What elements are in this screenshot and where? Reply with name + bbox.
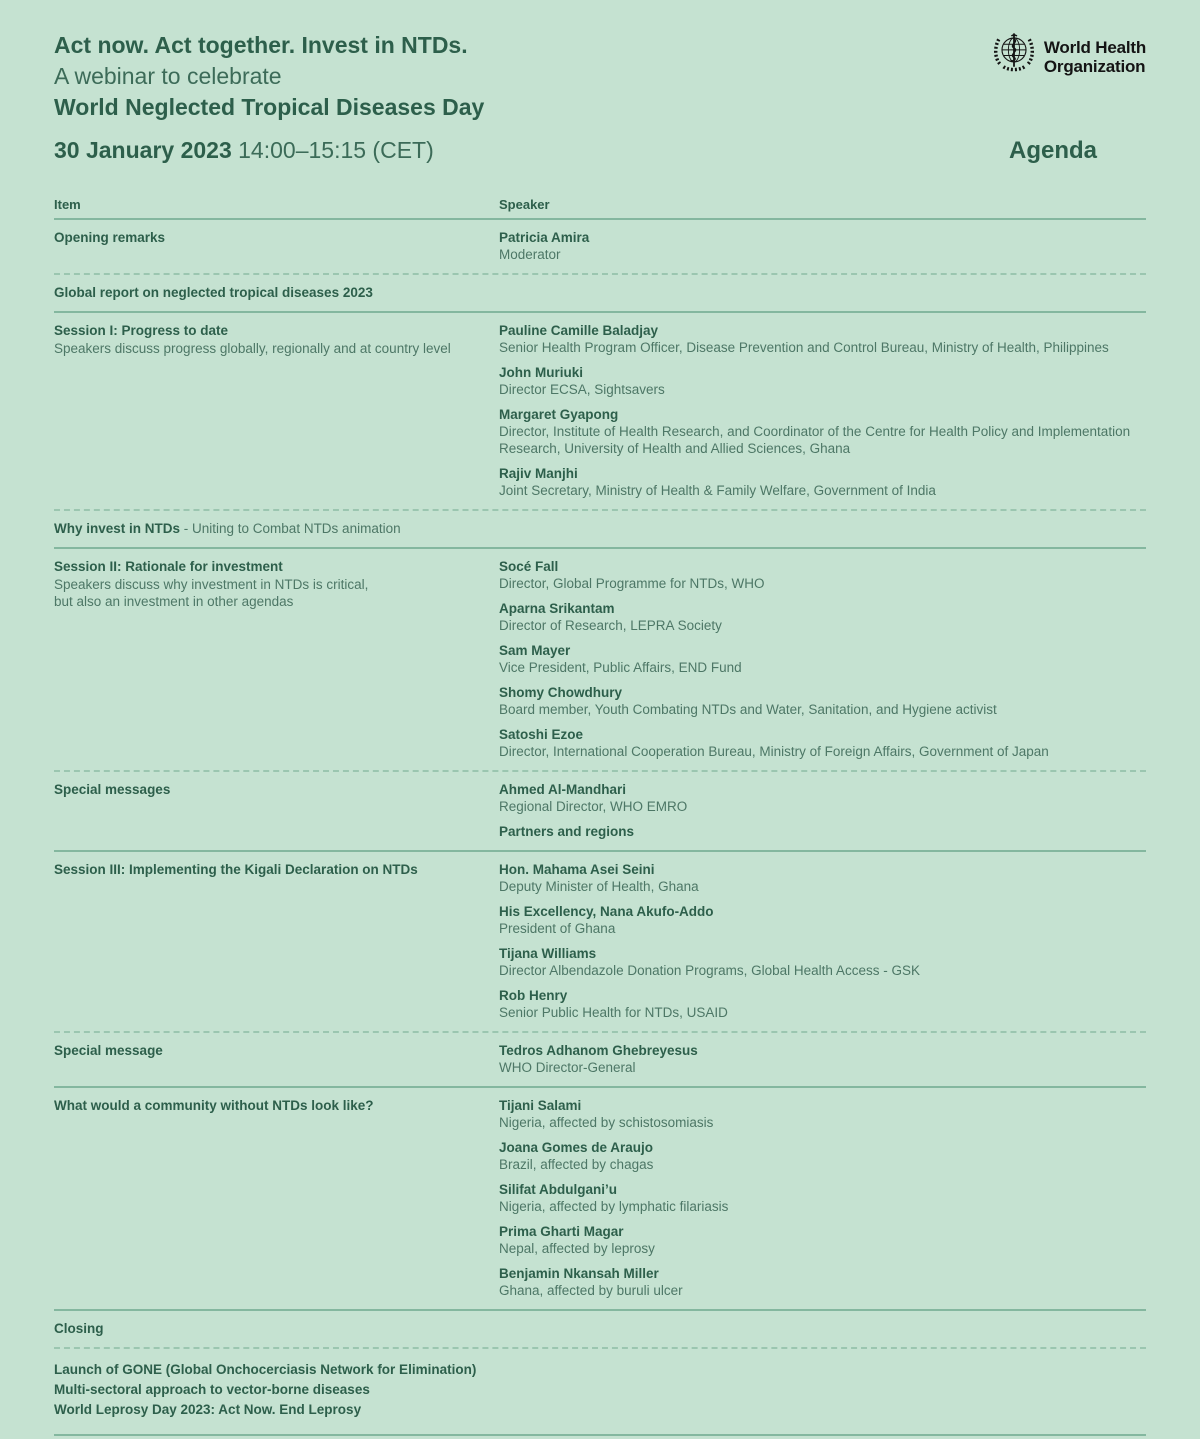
who-logo-line1: World Health [1043, 37, 1146, 57]
speaker-name: Rob Henry [499, 988, 568, 1003]
speaker-role: Director, Global Programme for NTDs, WHO [499, 576, 765, 591]
agenda-heading: Agenda [1008, 137, 1097, 164]
speaker-entry [499, 1265, 1146, 1299]
speaker-entry [499, 364, 1146, 398]
speaker-entry [499, 1223, 1146, 1257]
agenda-row-global-report [54, 273, 1146, 311]
speaker-entry [499, 726, 1146, 760]
agenda-row-closing [54, 1309, 1146, 1347]
speaker-entry [499, 322, 1146, 356]
item-title: Session I: Progress to date [54, 323, 229, 338]
item-title: Opening remarks [54, 230, 166, 245]
speaker-name: Aparna Srikantam [499, 601, 615, 616]
column-header-speaker: Speaker [499, 197, 550, 212]
date-row [54, 135, 1146, 166]
event-date [54, 135, 434, 166]
item-title: Closing [54, 1321, 104, 1336]
launch-item: World Leprosy Day 2023: Act Now. End Leprosy [54, 1402, 362, 1417]
speaker-entry [499, 823, 1146, 840]
speaker-name: Silifat Abdulgani’u [499, 1182, 617, 1197]
who-logo-text [1044, 38, 1146, 76]
speaker-role: Nigeria, affected by schistosomiasis [499, 1115, 714, 1130]
agenda-row-session-3 [54, 850, 1146, 1031]
agenda-row-session-1 [54, 311, 1146, 509]
speaker-entry [499, 229, 1146, 263]
speaker-entry [499, 600, 1146, 634]
speaker-role: Vice President, Public Affairs, END Fund [499, 660, 742, 675]
agenda-row-special-message [54, 1031, 1146, 1086]
event-title-block [54, 30, 1146, 123]
launch-item: Launch of GONE (Global Onchocerciasis Network for Elimination) [54, 1362, 477, 1377]
speaker-name: Sam Mayer [499, 643, 571, 658]
speaker-entry [499, 684, 1146, 718]
speaker-name: His Excellency, Nana Akufo-Addo [499, 904, 714, 919]
speaker-role: Director, Institute of Health Research, and Coordinator of the Centre for Health Policy and Implementation Research, University of Health and Allied Sciences, Ghana [499, 424, 1131, 456]
speaker-name: Benjamin Nkansah Miller [499, 1266, 659, 1281]
speaker-entry [499, 861, 1146, 895]
speaker-entry [499, 406, 1146, 457]
who-logo-line2: Organization [1043, 56, 1146, 76]
speaker-entry [499, 945, 1146, 979]
event-title-line2: A webinar to celebrate [54, 63, 282, 89]
speaker-role: Director of Research, LEPRA Society [499, 618, 722, 633]
item-title-suffix: - Uniting to Combat NTDs animation [180, 521, 401, 536]
item-title: Session II: Rationale for investment [54, 559, 283, 574]
item-description-line: but also an investment in other agendas [54, 594, 294, 609]
speaker-entry [499, 1181, 1146, 1215]
speaker-entry [499, 1042, 1146, 1076]
speaker-name: Prima Gharti Magar [499, 1224, 624, 1239]
speaker-entry [499, 1139, 1146, 1173]
item-description: Speakers discuss progress globally, regionally and at country level [54, 341, 451, 356]
speaker-entry [499, 1097, 1146, 1131]
who-logo [990, 30, 1146, 83]
speaker-role: President of Ghana [499, 921, 616, 936]
event-date-bold: 30 January 2023 [54, 137, 232, 163]
agenda-row-community [54, 1086, 1146, 1309]
speaker-role: Brazil, affected by chagas [499, 1157, 654, 1172]
launch-item: Multi-sectoral approach to vector-borne diseases [54, 1382, 370, 1397]
agenda-row-session-2 [54, 547, 1146, 770]
agenda-row-opening-remarks [54, 220, 1146, 273]
event-date-time: 14:00–15:15 (CET) [231, 137, 434, 163]
speaker-name: Hon. Mahama Asei Seini [499, 862, 655, 877]
who-emblem-icon [990, 30, 1038, 83]
speaker-entry [499, 987, 1146, 1021]
item-title: Global report on neglected tropical diseases 2023 [54, 285, 373, 300]
speaker-name: Pauline Camille Baladjay [499, 323, 659, 338]
agenda-row-launches [54, 1347, 1146, 1434]
speaker-role: Moderator [499, 247, 561, 262]
item-title: Special messages [54, 782, 171, 797]
speaker-entry [499, 558, 1146, 592]
speaker-role: Deputy Minister of Health, Ghana [499, 879, 699, 894]
speaker-role: Director, International Cooperation Bureau, Ministry of Foreign Affairs, Government of Japan [499, 744, 1049, 759]
item-title: Special message [54, 1043, 163, 1058]
speaker-name: Joana Gomes de Araujo [499, 1140, 654, 1155]
speaker-entry [499, 642, 1146, 676]
agenda-row-special-messages [54, 770, 1146, 850]
speaker-role: Senior Public Health for NTDs, USAID [499, 1005, 728, 1020]
item-title: What would a community without NTDs look like? [54, 1098, 374, 1113]
item-title: Session III: Implementing the Kigali Declaration on NTDs [54, 862, 418, 877]
speaker-role: Director ECSA, Sightsavers [499, 382, 665, 397]
speaker-name: John Muriuki [499, 365, 583, 380]
speaker-role: Joint Secretary, Ministry of Health & Family Welfare, Government of India [499, 483, 936, 498]
speaker-entry [499, 465, 1146, 499]
speaker-name: Patricia Amira [499, 230, 590, 245]
agenda-row-why-invest [54, 509, 1146, 547]
speaker-role: Director Albendazole Donation Programs, Global Health Access - GSK [499, 963, 920, 978]
speaker-name: Tedros Adhanom Ghebreyesus [499, 1043, 698, 1058]
event-title-line1: Act now. Act together. Invest in NTDs. [54, 32, 468, 58]
speaker-role: Regional Director, WHO EMRO [499, 799, 688, 814]
speaker-name: Rajiv Manjhi [499, 466, 578, 481]
speaker-role: Nepal, affected by leprosy [499, 1241, 655, 1256]
item-title-bold: Why invest in NTDs [54, 521, 181, 536]
speaker-entry [499, 903, 1146, 937]
speaker-entry [499, 781, 1146, 815]
speaker-name: Partners and regions [499, 824, 635, 839]
speaker-role: WHO Director-General [499, 1060, 636, 1075]
agenda-table [54, 197, 1146, 1436]
speaker-name: Tijana Williams [499, 946, 597, 961]
speaker-role: Board member, Youth Combating NTDs and Water, Sanitation, and Hygiene activist [499, 702, 997, 717]
speaker-name: Ahmed Al-Mandhari [499, 782, 627, 797]
speaker-role: Senior Health Program Officer, Disease Prevention and Control Bureau, Ministry of Health, Philippines [499, 340, 1109, 355]
event-title-line3: World Neglected Tropical Diseases Day [54, 94, 485, 120]
speaker-role: Ghana, affected by buruli ulcer [499, 1283, 683, 1298]
speaker-role: Nigeria, affected by lymphatic filariasis [499, 1199, 729, 1214]
speaker-name: Margaret Gyapong [499, 407, 619, 422]
item-title [54, 520, 494, 537]
speaker-name: Tijani Salami [499, 1098, 582, 1113]
speaker-name: Shomy Chowdhury [499, 685, 623, 700]
item-description-line: Speakers discuss why investment in NTDs is critical, [54, 577, 369, 592]
item-description [54, 576, 489, 610]
speaker-name: Satoshi Ezoe [499, 727, 584, 742]
table-header-row [54, 197, 1146, 220]
column-header-item: Item [54, 197, 81, 212]
speaker-name: Socé Fall [499, 559, 559, 574]
